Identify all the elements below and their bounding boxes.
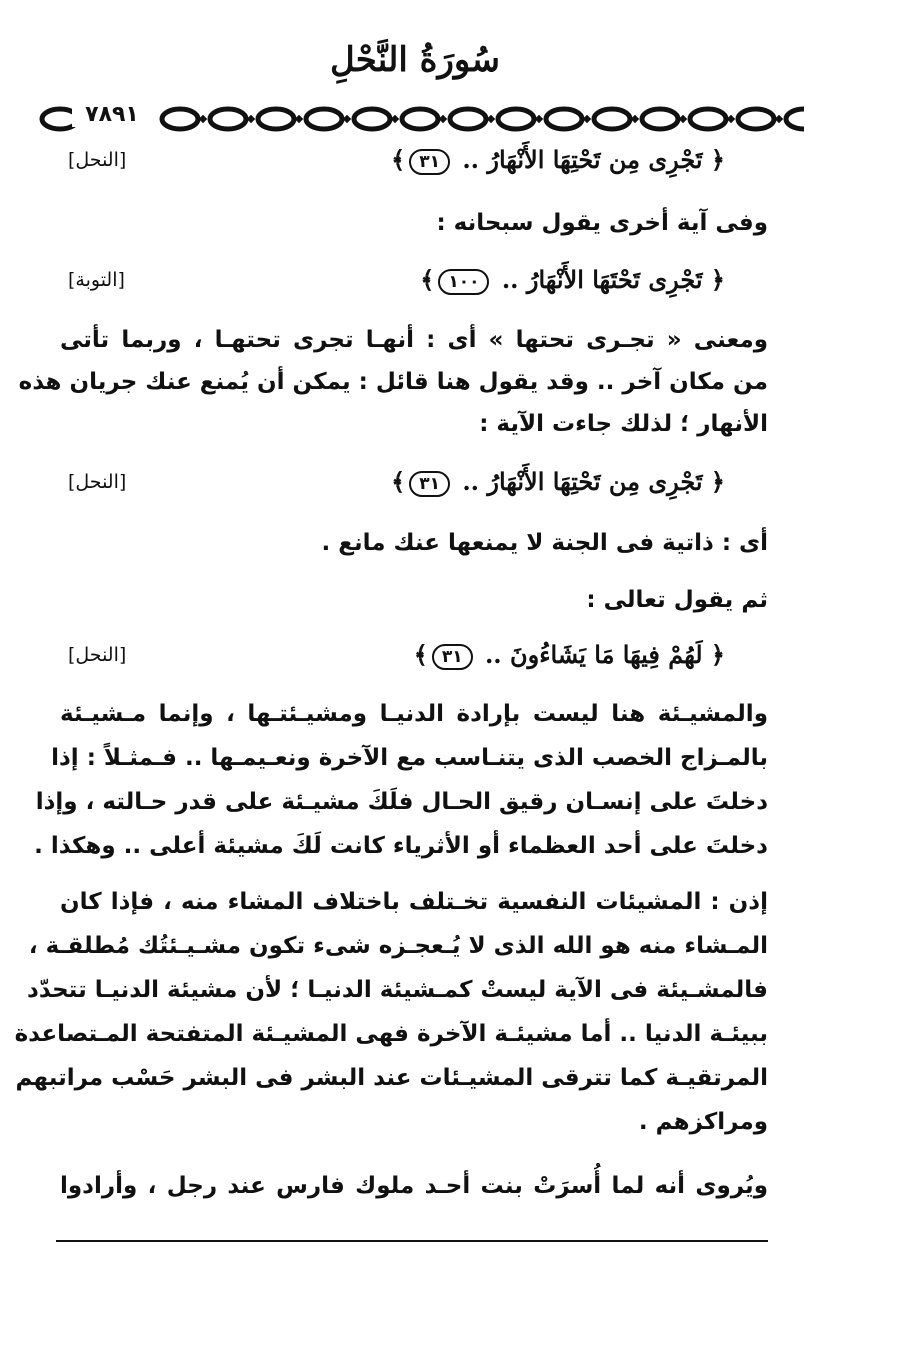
verse-text: ﴿ تَجْرِى مِن تَحْتِهَا الأَنْهَارُ .. — [462, 145, 725, 174]
text-line: فالمشـيئة فى الآية ليستْ كمـشيئة الدنيـا ؛ لأن مشيئة الدنيـا تتحدّد — [27, 977, 768, 1003]
verse-text: ﴿ لَهُمْ فِيهَا مَا يَشَاءُونَ .. — [484, 640, 725, 669]
verse-line: ﴿ تَجْرِى مِن تَحْتِهَا الأَنْهَارُ .. ٣١﴾ — [391, 145, 725, 174]
chain-diamond — [487, 115, 495, 123]
chain-diamond — [199, 115, 207, 123]
verse-number: ١٠٠ — [438, 269, 489, 295]
verse-line: ﴿ تَجْرِى مِن تَحْتِهَا الأَنْهَارُ .. ٣١﴾ — [391, 467, 725, 496]
text-line: المـشاء منه هو الله الذى لا يُـعجـزه شىء تكون مشـيـئتُك مُطلقـة ، — [28, 933, 768, 959]
chain-link — [258, 109, 294, 129]
chain-link — [306, 109, 342, 129]
chain-link — [594, 109, 630, 129]
verse-number: ٣١ — [432, 644, 473, 670]
chain-link — [450, 109, 486, 129]
chain-diamond — [439, 115, 447, 123]
chain-diamond — [727, 115, 735, 123]
verse-text: ﴿ تَجْرِى مِن تَحْتِهَا الأَنْهَارُ .. — [462, 467, 725, 496]
verse-number: ٣١ — [409, 149, 450, 175]
chain-link — [690, 109, 726, 129]
chain-link — [402, 109, 438, 129]
text-line: ومراكزهم . — [638, 1109, 768, 1135]
chain-link — [546, 109, 582, 129]
chain-diamond — [295, 115, 303, 123]
text-line: والمشيـئة هنا ليست بإرادة الدنيـا ومشيـئتـها ، وإنما مـشيـئة — [60, 701, 768, 727]
text-line: دخلتَ على أحد العظماء أو الأثرياء كانت لَكَ مشيئة أعلى .. وهكذا . — [34, 833, 768, 859]
page-number: ٧٨٩١ — [72, 102, 152, 127]
surah-title: سُورَةُ النَّحْلِ — [330, 40, 500, 80]
chain-link — [210, 109, 246, 129]
chain-link — [642, 109, 678, 129]
chain-diamond — [343, 115, 351, 123]
chain-link — [162, 109, 198, 129]
chain-diamond — [679, 115, 687, 123]
chain-diamond — [631, 115, 639, 123]
text-line: ومعنى « تجـرى تحتها » أى : أنهـا تجرى تحتهـا ، وربما تأتى — [60, 327, 768, 353]
verse-line: ﴿ تَجْرِى تَحْتَهَا الأَنْهَارُ .. ١٠٠﴾ — [420, 265, 725, 294]
text-line: دخلتَ على إنسـان رقيق الحـال فلَكَ مشيـئة على قدر حـالته ، وإذا — [35, 789, 768, 815]
text-line: ببيئـة الدنيا .. أما مشيئـة الآخرة فهى المشيـئة المتفتحة المـتصاعدة — [14, 1021, 768, 1047]
chain-diamond — [775, 115, 783, 123]
text-line: الأنهار ؛ لذلك جاءت الآية : — [479, 411, 768, 437]
chain-diamond — [247, 115, 255, 123]
text-line: أى : ذاتية فى الجنة لا يمنعها عنك مانع . — [321, 530, 768, 556]
surah-reference: [التوبة] — [68, 269, 125, 291]
chain-diamond — [535, 115, 543, 123]
text-line: بالمـزاج الخصب الذى يتنـاسب مع الآخرة ونعـيمـها .. فـمثـلاً : إذا — [51, 745, 768, 771]
text-line: وفى آية أخرى يقول سبحانه : — [436, 210, 768, 236]
text-line: من مكان آخر .. وقد يقول هنا قائل : يمكن أن يُمنع عنك جريان هذه — [18, 369, 768, 395]
text-line: ثم يقول تعالى : — [586, 587, 768, 613]
surah-reference: [النحل] — [68, 149, 127, 171]
text-line: المرتقيـة كما تترقى المشيـئات عند البشر فى البشر حَسْب مراتبهم — [15, 1065, 768, 1091]
verse-number: ٣١ — [409, 471, 450, 497]
chain-link — [786, 109, 804, 129]
text-line: إذن : المشيئات النفسية تخـتلف باختلاف المشاء منه ، فإذا كان — [60, 889, 768, 915]
chain-diamond — [583, 115, 591, 123]
chain-link — [738, 109, 774, 129]
chain-link — [354, 109, 390, 129]
verse-line: ﴿ لَهُمْ فِيهَا مَا يَشَاءُونَ .. ٣١﴾ — [413, 640, 725, 669]
surah-reference: [النحل] — [68, 471, 127, 493]
chain-diamond — [391, 115, 399, 123]
text-line: ويُروى أنه لما أُسرَتْ بنت أحـد ملوك فارس عند رجل ، وأرادوا — [60, 1173, 768, 1199]
surah-reference: [النحل] — [68, 644, 127, 666]
chain-link — [498, 109, 534, 129]
footer-rule — [56, 1240, 768, 1242]
verse-text: ﴿ تَجْرِى تَحْتَهَا الأَنْهَارُ .. — [501, 265, 725, 294]
